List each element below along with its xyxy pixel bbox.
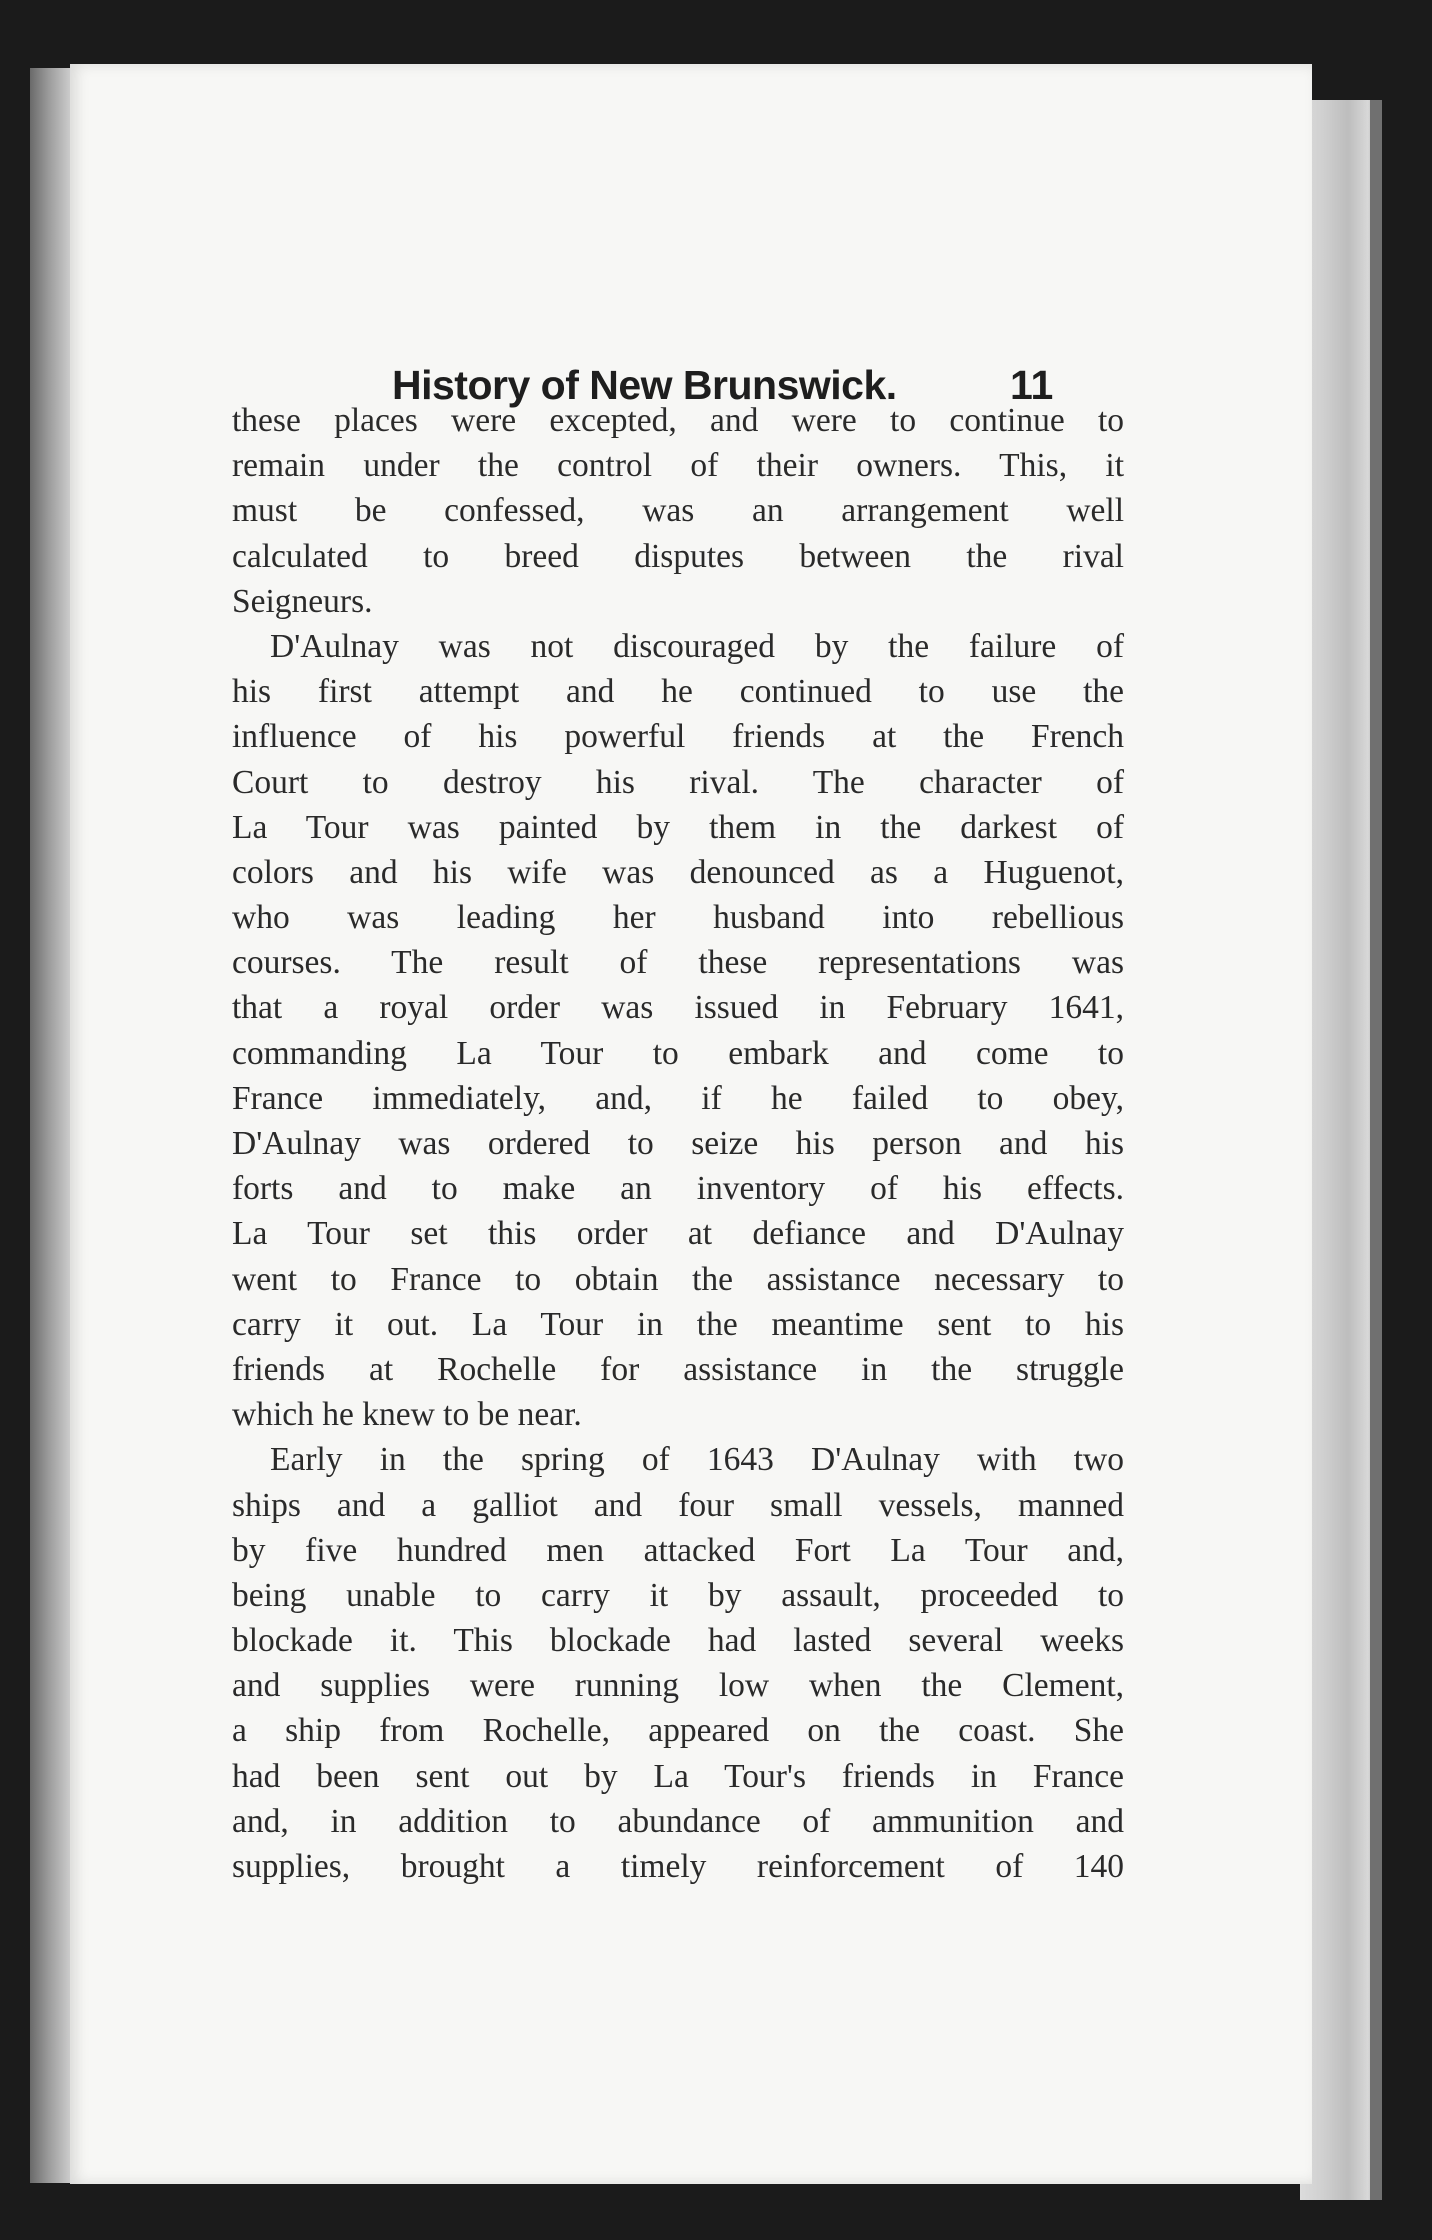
text-line: had been sent out by La Tour's friends in France: [232, 1757, 1124, 1795]
text-line: influence of his powerful friends at the French: [232, 718, 1124, 756]
page-number: 11: [1010, 362, 1054, 408]
text-line: France immediately, and, if he failed to obey,: [232, 1079, 1124, 1117]
text-line: went to France to obtain the assistance necessary to: [232, 1260, 1124, 1298]
body-text: [232, 398, 1124, 1889]
text-line: ships and a galliot and four small vessels, manned: [232, 1486, 1124, 1524]
text-line: Court to destroy his rival. The character of: [232, 763, 1124, 801]
book-page-stack-edge: [1300, 100, 1380, 2200]
text-line: and, in addition to abundance of ammunition and: [232, 1802, 1124, 1840]
text-line: calculated to breed disputes between the rival: [232, 537, 1124, 575]
text-line: La Tour was painted by them in the darkest of: [232, 808, 1124, 846]
text-line: and supplies were running low when the Clement,: [232, 1667, 1124, 1705]
paragraph: [232, 624, 1124, 1437]
paragraph: [232, 398, 1124, 624]
text-line: must be confessed, was an arrangement well: [232, 492, 1124, 530]
text-line: La Tour set this order at defiance and D'Aulnay: [232, 1215, 1124, 1253]
text-line: who was leading her husband into rebellious: [232, 899, 1124, 937]
text-line: supplies, brought a timely reinforcement of 140: [232, 1848, 1124, 1885]
paragraph: [232, 1437, 1124, 1889]
text-line: that a royal order was issued in February 1641,: [232, 989, 1124, 1027]
running-title: History of New Brunswick.: [392, 362, 897, 408]
text-line: Early in the spring of 1643 D'Aulnay with two: [270, 1441, 1124, 1479]
text-line: which he knew to be near.: [232, 1396, 582, 1434]
text-line: Seigneurs.: [232, 582, 373, 620]
text-line: blockade it. This blockade had lasted several weeks: [232, 1622, 1124, 1660]
text-line: forts and to make an inventory of his effects.: [232, 1170, 1124, 1208]
text-line: commanding La Tour to embark and come to: [232, 1034, 1124, 1072]
text-line: D'Aulnay was ordered to seize his person and his: [232, 1125, 1124, 1162]
text-line: D'Aulnay was not discouraged by the failure of: [270, 627, 1124, 665]
text-line: colors and his wife was denounced as a Huguenot,: [232, 853, 1124, 891]
text-line: friends at Rochelle for assistance in the struggle: [232, 1350, 1124, 1388]
text-line: remain under the control of their owners. This, it: [232, 447, 1124, 485]
text-line: carry it out. La Tour in the meantime sent to his: [232, 1305, 1124, 1343]
text-line: by five hundred men attacked Fort La Tour and,: [232, 1531, 1124, 1569]
text-line: a ship from Rochelle, appeared on the coast. She: [232, 1712, 1124, 1750]
text-line: his first attempt and he continued to use the: [232, 673, 1124, 711]
text-line: being unable to carry it by assault, proceeded to: [232, 1576, 1124, 1614]
text-line: courses. The result of these representations was: [232, 944, 1124, 982]
text-line: these places were excepted, and were to continue to: [232, 402, 1124, 439]
book-edge-shadow: [1370, 100, 1382, 2200]
